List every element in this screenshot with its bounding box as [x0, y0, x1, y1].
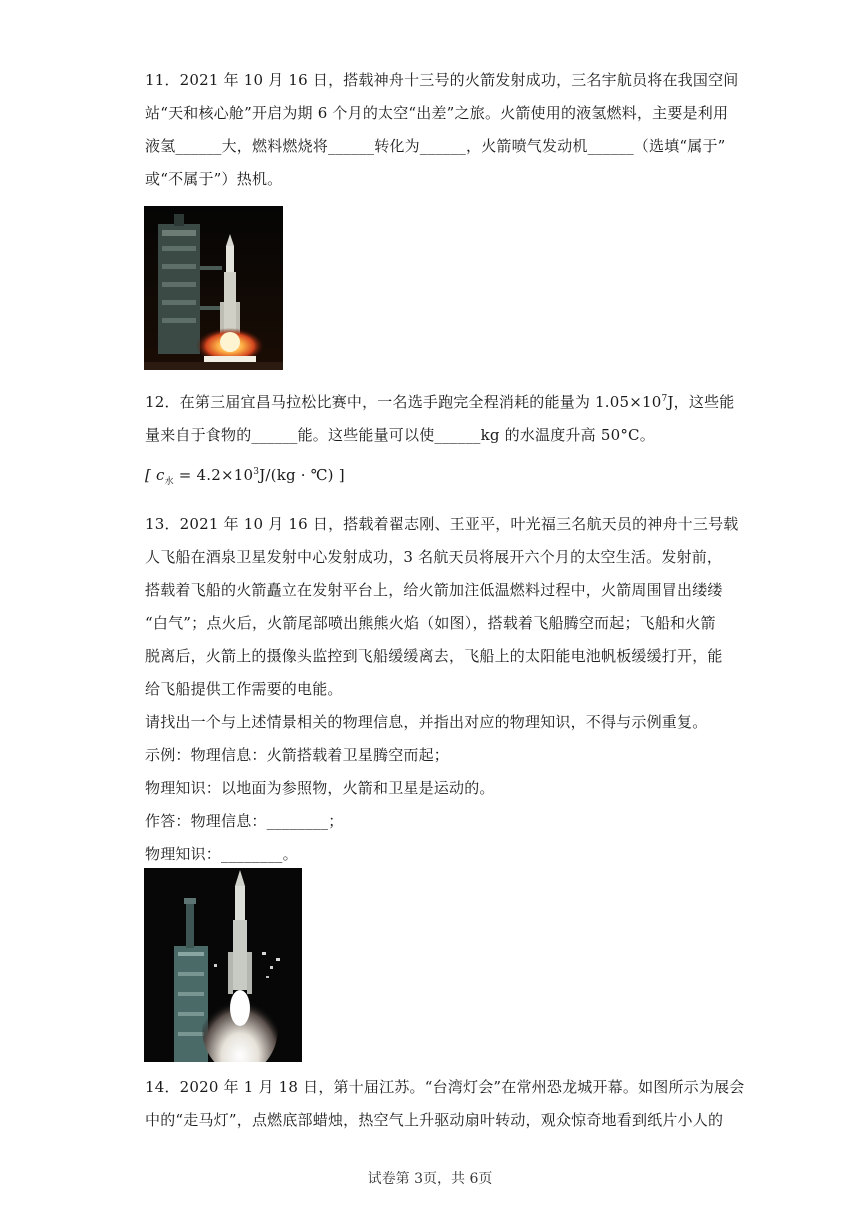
formula-mid: = 4.2×10 — [173, 466, 254, 484]
rocket-launch-image — [144, 206, 283, 370]
page-footer: 试卷第 3页，共 6页 — [367, 1171, 493, 1187]
q13-answer-knowledge: 物理知识：________。 — [145, 845, 298, 863]
q12-line-1-text-b: J，这些能 — [667, 393, 735, 411]
q12-formula — [145, 456, 720, 499]
q13-line-7: 请找出一个与上述情景相关的物理信息，并指出对应的物理知识，不得与示例重复。 — [145, 713, 708, 731]
q12-line-2: 量来自于食物的______能。这些能量可以使______kg 的水温度升高 50°C。 — [145, 426, 655, 444]
q11-line-4: 或“不属于”）热机。 — [145, 170, 283, 188]
rocket-liftoff-image — [144, 868, 302, 1062]
q13-line-2: 人飞船在酒泉卫星发射中心发射成功，3 名航天员将展开六个月的太空生活。发射前， — [145, 548, 723, 566]
question-13 — [145, 508, 739, 871]
q11-line-3: 液氢______大，燃料燃烧将______转化为______，火箭喷气发动机______（选填“属于” — [145, 137, 726, 155]
question-14 — [145, 1071, 745, 1137]
formula-sup: 3 — [253, 467, 260, 477]
rocket-liftoff-photo — [144, 868, 302, 1062]
q13-line-3: 搭载着飞船的火箭矗立在发射平台上，给火箭加注低温燃料过程中，火箭周围冒出缕缕 — [145, 581, 723, 599]
q13-answer-info: 作答：物理信息：________； — [145, 812, 344, 830]
q14-line-1: 14．2020 年 1 月 18 日，第十届江苏。“台湾灯会”在常州恐龙城开幕。如图所示为展会 — [145, 1078, 745, 1096]
q14-line-2: 中的“走马灯”，点燃底部蜡烛，热空气上升驱动扇叶转动，观众惊奇地看到纸片小人的 — [145, 1111, 724, 1129]
formula-suffix: J/(kg · ℃) ] — [259, 466, 345, 484]
rocket-launch-photo — [144, 206, 283, 370]
question-12 — [145, 383, 735, 499]
q13-example-info: 示例：物理信息：火箭搭载着卫星腾空而起； — [145, 746, 450, 764]
q12-exponent: 7 — [661, 394, 668, 404]
q11-line-1: 11．2021 年 10 月 16 日，搭载神舟十三号的火箭发射成功，三名宇航员将在我国空间 — [145, 71, 739, 89]
q12-line-1-text-a: 12．在第三届宜昌马拉松比赛中，一名选手跑完全程消耗的能量为 1.05×10 — [145, 393, 662, 411]
q13-line-5: 脱离后，火箭上的摄像头监控到飞船缓缓离去，飞船上的太阳能电池帆板缓缓打开，能 — [145, 647, 723, 665]
q13-example-knowledge: 物理知识：以地面为参照物，火箭和卫星是运动的。 — [145, 779, 495, 797]
q13-line-4: “白气”；点火后，火箭尾部喷出熊熊火焰（如图），搭载着飞船腾空而起；飞船和火箭 — [145, 614, 716, 632]
q12-line-1 — [145, 383, 735, 419]
q11-line-2: 站“天和核心舱”开启为期 6 个月的太空“出差”之旅。火箭使用的液氢燃料，主要是利用 — [145, 104, 729, 122]
formula-c: [ c — [145, 466, 165, 484]
formula-sub: 水 — [164, 477, 174, 487]
q13-line-1: 13．2021 年 10 月 16 日，搭载着翟志刚、王亚平，叶光福三名航天员的神舟十三号载 — [145, 515, 739, 533]
q13-line-6: 给飞船提供工作需要的电能。 — [145, 680, 343, 698]
question-11 — [145, 64, 739, 196]
